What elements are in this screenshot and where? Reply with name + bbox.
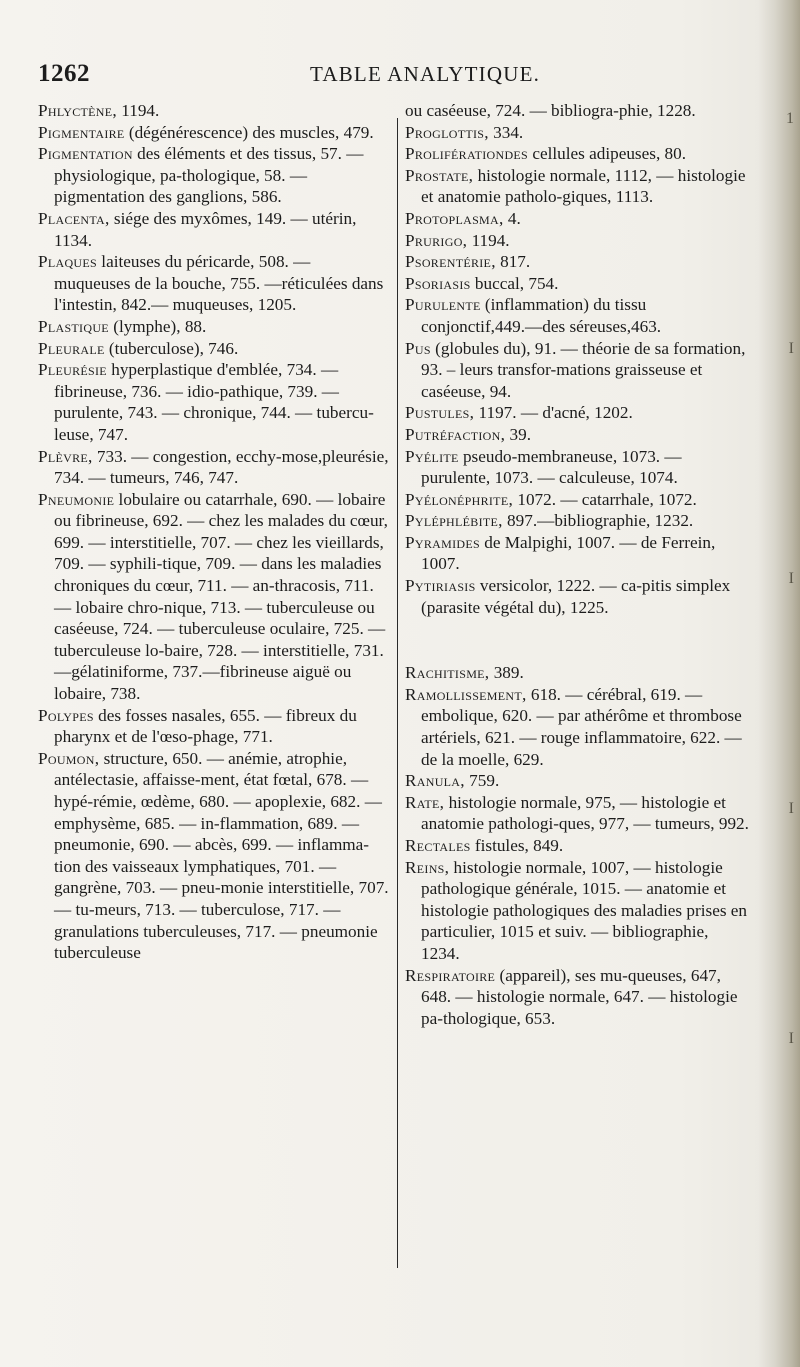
entry-references: 817. — [495, 252, 531, 272]
entry-heading: Pigmentation — [38, 144, 133, 164]
entry-heading: Placenta, — [38, 208, 110, 228]
index-group-p — [405, 100, 751, 618]
entry-references: versicolor, 1222. — ca-pitis simplex (parasite végétal du), 1225. — [421, 576, 731, 617]
entry-heading: Rate, — [405, 792, 445, 812]
index-entry — [405, 662, 751, 684]
entry-references: histologie normale, 1007, — histologie pathologique générale, 1015. — anatomie et histologie pathologiques des maladies prises en particulier, 1015 et suiv. — bibliographie, 1234. — [421, 857, 748, 963]
entry-references: de Malpighi, 1007. — de Ferrein, 1007. — [421, 532, 716, 574]
entry-heading: Pustules, — [405, 403, 475, 423]
entry-references: laiteuses du péricarde, 508. — muqueuses de la bouche, 755. —réticulées dans l'intestin, 842.— muqueuses, 1205. — [54, 252, 384, 315]
entry-references: buccal, 754. — [470, 273, 559, 293]
index-entry — [405, 165, 751, 208]
index-entry — [405, 230, 751, 252]
index-entry — [405, 792, 751, 835]
entry-heading: Proliférationdes — [405, 144, 529, 164]
entry-heading: Prurigo, — [405, 230, 468, 250]
entry-references: 1072. — catarrhale, 1072. — [513, 489, 697, 509]
entry-references: (appareil), ses mu-queuses, 647, 648. — histologie normale, 647. — histologie pa-thologique, 653. — [421, 965, 738, 1028]
entry-heading: Pigmentaire — [38, 122, 125, 142]
entry-heading: Putréfaction, — [405, 424, 506, 444]
index-entry — [405, 575, 751, 618]
entry-heading: Pneumonie — [38, 489, 115, 509]
entry-references: 1194. — [116, 101, 160, 120]
entry-heading: Plastique — [38, 316, 109, 336]
index-entry — [38, 748, 390, 964]
entry-references: 389. — [489, 663, 524, 683]
entry-references: siége des myxômes, 149. — utérin, 1134. — [54, 208, 357, 250]
index-entry — [405, 100, 751, 122]
index-entry — [38, 489, 390, 705]
index-entry — [38, 705, 390, 748]
binding-edge — [758, 0, 800, 1367]
index-entry — [405, 965, 751, 1030]
entry-references: 39. — [505, 424, 531, 444]
index-entry — [38, 208, 390, 251]
section-gap — [405, 618, 751, 662]
entry-references: lobulaire ou catarrhale, 690. — lobaire ou fibrineuse, 692. — chez les malades du cœur, 699. — interstitielle, 707. — chez les vieillards, 709. — syphili-tique, 709. — dans les maladies chroniques du cœur, 711. — an-thracosis, 711. — lobaire chro-nique, 713. — tuberculeuse ou caséeuse, 724. — tuberculeuse oculaire, 725. — tuberculeuse lo-baire, 728. — interstitielle, 731. —gélatiniforme, 737.—fibrineuse aiguë ou lobaire, 738. — [54, 489, 388, 704]
index-entry — [405, 273, 751, 295]
running-title: TABLE ANALYTIQUE. — [310, 62, 541, 86]
index-entry — [405, 446, 751, 489]
entry-references: structure, 650. — anémie, atrophie, antélectasie, affaisse-ment, état fœtal, 678. — hypé-rémie, œdème, 680. — apoplexie, 682. — emphysème, 685. — in-flammation, 689. — pneumonie, 690. — abcès, 699. — inflamma-tion des vaisseaux lymphatiques, 701. — gangrène, 703. — pneu-monie interstitielle, 707. — tu-meurs, 713. — tuberculose, 717. — granulations tuberculeuses, 717. — pneumonie tuberculeuse — [54, 748, 389, 963]
entry-heading: Pleurale — [38, 338, 105, 358]
entry-heading: Pleurésie — [38, 360, 107, 380]
entry-heading: Rectales — [405, 836, 471, 855]
entry-references: histologie normale, 975, — histologie et anatomie pathologi-ques, 977, — tumeurs, 992. — [421, 792, 749, 834]
binding-fragment: I — [788, 340, 794, 357]
index-entry — [405, 338, 751, 403]
index-column-left — [38, 100, 390, 964]
column-divider — [397, 118, 398, 1268]
entry-references: cellules adipeuses, 80. — [528, 144, 687, 164]
index-group-r — [405, 662, 751, 1029]
index-entry — [405, 143, 751, 165]
binding-fragment: I — [788, 1030, 794, 1047]
entry-references: (globules du), 91. — théorie de sa formation, 93. – leurs transfor-mations graisseuse et caséeuse, 94. — [421, 338, 746, 401]
entry-heading: Ranula, — [405, 771, 465, 791]
entry-references: 897.—bibliographie, 1232. — [502, 511, 694, 531]
entry-references: 1194. — [467, 230, 510, 250]
index-column-right — [405, 100, 751, 1029]
index-entry — [405, 489, 751, 511]
index-entry — [38, 122, 390, 144]
index-entry — [38, 100, 390, 122]
index-entry — [405, 122, 751, 144]
index-entry — [38, 446, 390, 489]
index-entry — [405, 251, 751, 273]
entry-heading: Respiratoire — [405, 965, 496, 985]
index-entry — [405, 532, 751, 575]
index-entry — [405, 208, 751, 230]
entry-heading: Plèvre, — [38, 446, 93, 466]
index-entry — [38, 251, 390, 316]
entry-heading: Pyramides — [405, 532, 480, 552]
entry-references: 759. — [464, 771, 500, 791]
binding-fragment: 1 — [786, 110, 794, 127]
entry-references: 4. — [503, 208, 521, 228]
entry-heading: Purulente — [405, 295, 481, 315]
index-entry — [38, 143, 390, 208]
entry-references: histologie normale, 1112, — histologie et anatomie patholo-giques, 1113. — [421, 165, 746, 207]
entry-heading: Polypes — [38, 705, 94, 725]
entry-references: des éléments et des tissus, 57. — physiologique, pa-thologique, 58. — pigmentation des ganglions, 586. — [54, 144, 364, 207]
entry-heading: Protoplasma, — [405, 208, 504, 228]
binding-fragment: I — [788, 800, 794, 817]
entry-heading: Psoriasis — [405, 273, 471, 293]
binding-fragment: I — [788, 570, 794, 587]
index-entry — [38, 316, 390, 338]
entry-references: 1197. — d'acné, 1202. — [474, 403, 633, 423]
entry-references: des fosses nasales, 655. — fibreux du pharynx et de l'œso-phage, 771. — [54, 705, 357, 747]
entry-references: (dégénérescence) des muscles, 479. — [124, 122, 374, 142]
entry-heading: Ramollissement, — [405, 684, 527, 704]
entry-heading: Prostate, — [405, 165, 474, 185]
entry-heading: Pyléphlébite, — [405, 511, 503, 531]
page-number: 1262 — [38, 60, 90, 87]
entry-references: (inflammation) du tissu conjonctif,449.—des séreuses,463. — [421, 295, 662, 336]
index-entry — [405, 770, 751, 792]
page-header — [38, 60, 758, 94]
entry-references: fistules, 849. — [470, 836, 564, 855]
entry-heading: Pyélite — [405, 446, 459, 466]
entry-references: pseudo-membraneuse, 1073. — purulente, 1073. — calculeuse, 1074. — [421, 446, 682, 488]
entry-heading: Plaques — [38, 252, 97, 272]
index-entry — [405, 424, 751, 446]
entry-heading: Pus — [405, 338, 431, 358]
index-entry — [405, 835, 751, 857]
entry-heading: Pyélonéphrite, — [405, 489, 514, 509]
entry-references: 618. — cérébral, 619. — embolique, 620. — par athérôme et thrombose artériels, 621. — rouge inflammatoire, 622. — de la moelle, 629. — [421, 684, 742, 769]
entry-references: 733. — congestion, ecchy-mose,pleurésie, 734. — tumeurs, 746, 747. — [54, 446, 389, 488]
entry-heading: Phlyctène, — [38, 101, 117, 120]
entry-references: (tuberculose), 746. — [104, 338, 239, 358]
index-entry — [405, 402, 751, 424]
entry-references: 334. — [488, 122, 524, 142]
entry-heading: Poumon, — [38, 748, 100, 768]
entry-heading: Psorentérie, — [405, 252, 496, 272]
entry-heading: Proglottis, — [405, 122, 489, 142]
index-entry — [405, 294, 751, 337]
entry-heading: Rachitisme, — [405, 663, 490, 683]
index-entry — [405, 684, 751, 770]
entry-references: (lymphe), 88. — [108, 316, 207, 336]
entry-heading: Pytiriasis — [405, 576, 476, 596]
index-entry — [405, 510, 751, 532]
index-entry — [405, 857, 751, 965]
index-entry — [38, 359, 390, 445]
entry-heading: Reins, — [405, 857, 450, 877]
index-entry — [38, 338, 390, 360]
entry-references: ou caséeuse, 724. — bibliogra-phie, 1228. — [405, 101, 696, 120]
entry-references: hyperplastique d'emblée, 734. — fibrineuse, 736. — idio-pathique, 739. — purulente, 743. — chronique, 744. — tubercu-leuse, 747. — [54, 360, 374, 444]
